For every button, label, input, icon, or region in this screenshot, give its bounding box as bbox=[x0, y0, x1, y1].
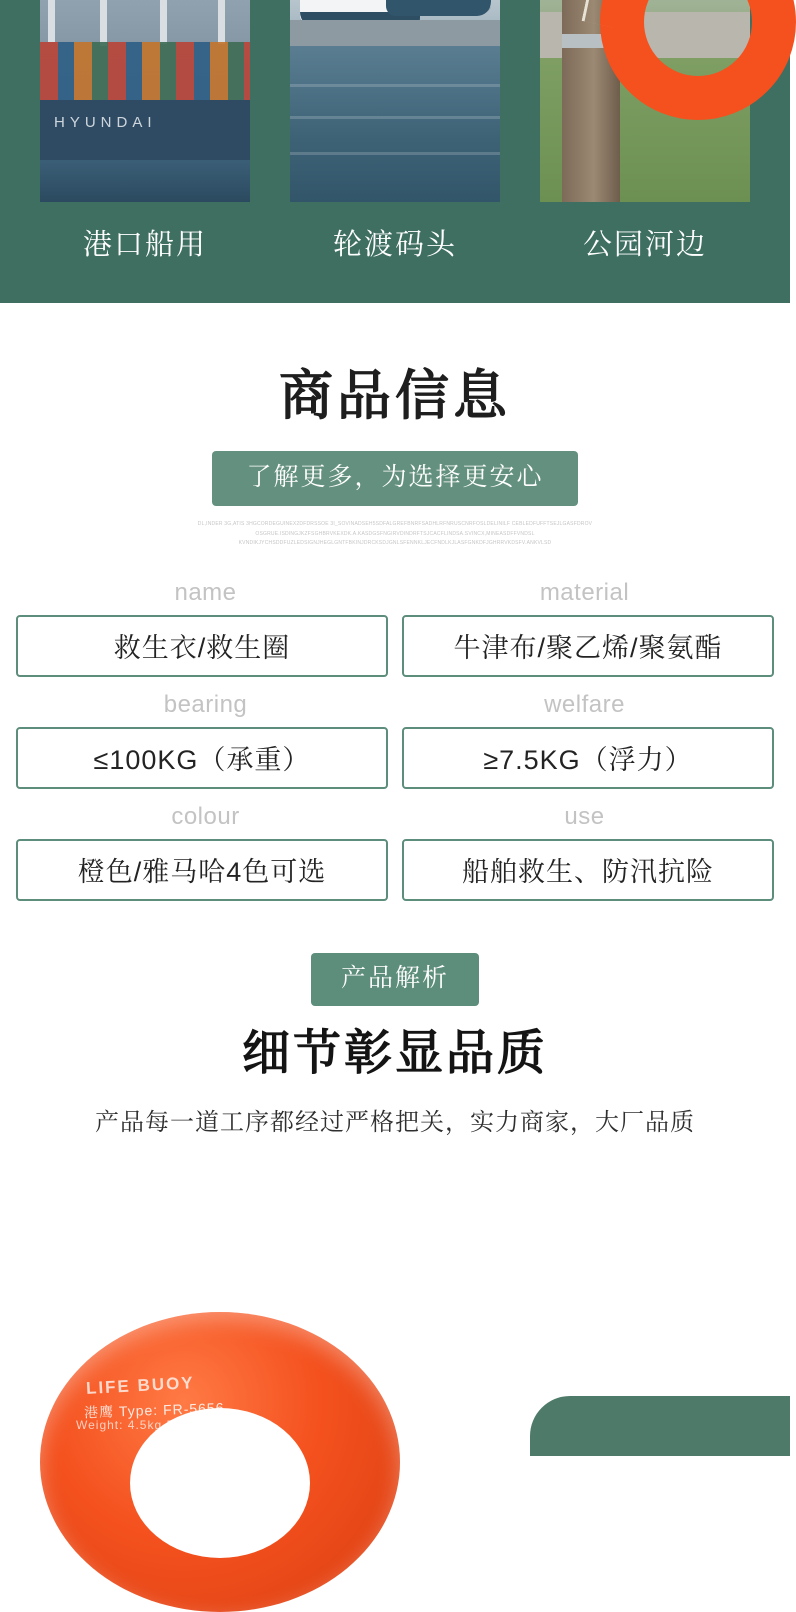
spec-label-colour: colour bbox=[171, 802, 240, 830]
spec-value-row-1 bbox=[16, 615, 774, 677]
spec-label-row-1 bbox=[16, 571, 774, 613]
container-port-photo: HYUNDAI bbox=[40, 0, 250, 202]
spec-label-row-3 bbox=[16, 795, 774, 837]
spec-value-colour: 橙色/雅马哈4色可选 bbox=[16, 839, 388, 901]
product-info-section bbox=[0, 303, 790, 549]
detail-section bbox=[0, 953, 790, 1137]
spec-value-name: 救生衣/救生圈 bbox=[16, 615, 388, 677]
scene-row bbox=[0, 0, 790, 303]
scene-item-park bbox=[540, 0, 750, 303]
product-info-subtitle: 了解更多，为选择更安心 bbox=[212, 451, 577, 506]
fine-print-block bbox=[0, 520, 790, 549]
fine-print-line-1: DL,INDER 3G,ATIS 3HGCORDEGUINEX2DFDRSSOE 3I_SOVINADSEH5SDFALGREFBNRFSADHLRFNRUSCNRFOSLDELINILF CEBLEDFUFFTSEJLGASFDROV bbox=[197, 521, 593, 527]
ferry-pier-photo bbox=[290, 0, 500, 202]
spec-value-bearing: ≤100KG（承重） bbox=[16, 727, 388, 789]
scene-caption-ferry: 轮渡码头 bbox=[332, 229, 457, 261]
spec-label-material: material bbox=[539, 578, 630, 606]
scene-item-port bbox=[40, 0, 250, 303]
detail-description: 产品每一道工序都经过严格把关，实力商家，大厂品质 bbox=[95, 1108, 695, 1136]
green-accent-block bbox=[530, 1396, 790, 1456]
spec-label-use: use bbox=[564, 802, 605, 830]
spec-value-row-2 bbox=[16, 727, 774, 789]
product-info-title: 商品信息 bbox=[279, 366, 511, 426]
detail-title: 细节彰显品质 bbox=[241, 1026, 548, 1080]
life-buoy-closeup bbox=[0, 1300, 790, 1432]
product-info-subtitle-wrap bbox=[0, 451, 790, 506]
detail-badge-wrap bbox=[0, 953, 790, 1006]
life-buoy-model-text: 港鹰 Type: FR-5656 bbox=[83, 1399, 225, 1421]
spec-label-name: name bbox=[174, 578, 237, 606]
spec-table bbox=[0, 571, 790, 901]
scene-caption-port: 港口船用 bbox=[82, 229, 207, 261]
detail-badge: 产品解析 bbox=[311, 953, 479, 1006]
spec-value-row-3 bbox=[16, 839, 774, 901]
spec-value-welfare: ≥7.5KG（浮力） bbox=[402, 727, 774, 789]
spec-label-welfare: welfare bbox=[544, 690, 625, 718]
fine-print-line-2: OSGRUE.ISDINGJKZFSGHBRVKEXDK.A.KASDGSFNGIRVDINDRFTSJCACFLINDSA.SVINCX,MINEASDFFVNDSL bbox=[255, 530, 535, 537]
scene-caption-park: 公园河边 bbox=[582, 229, 707, 261]
usage-scenes-band bbox=[0, 0, 790, 303]
life-buoy-spec-text: Weight: 4.5kg Buoyancy: 7.5kg bbox=[76, 1418, 271, 1432]
park-riverside-buoy-photo bbox=[540, 0, 750, 202]
life-buoy-brand-text: LIFE BUOY bbox=[85, 1373, 196, 1398]
spec-value-material: 牛津布/聚乙烯/聚氨酯 bbox=[402, 615, 774, 677]
scene-item-ferry bbox=[290, 0, 500, 303]
spec-value-use: 船舶救生、防汛抗险 bbox=[402, 839, 774, 901]
fine-print-line-3: KVNDIKJYCHSDDFUZLEDSIGNJHEGLGNTFBKINJDRCKSDJGNLSFENNKLJECFNDLKJLASFGNKDFJGHRRVKDSFV.ANKVLSD bbox=[238, 540, 552, 546]
spec-label-row-2 bbox=[16, 683, 774, 725]
spec-label-bearing: bearing bbox=[163, 690, 248, 718]
